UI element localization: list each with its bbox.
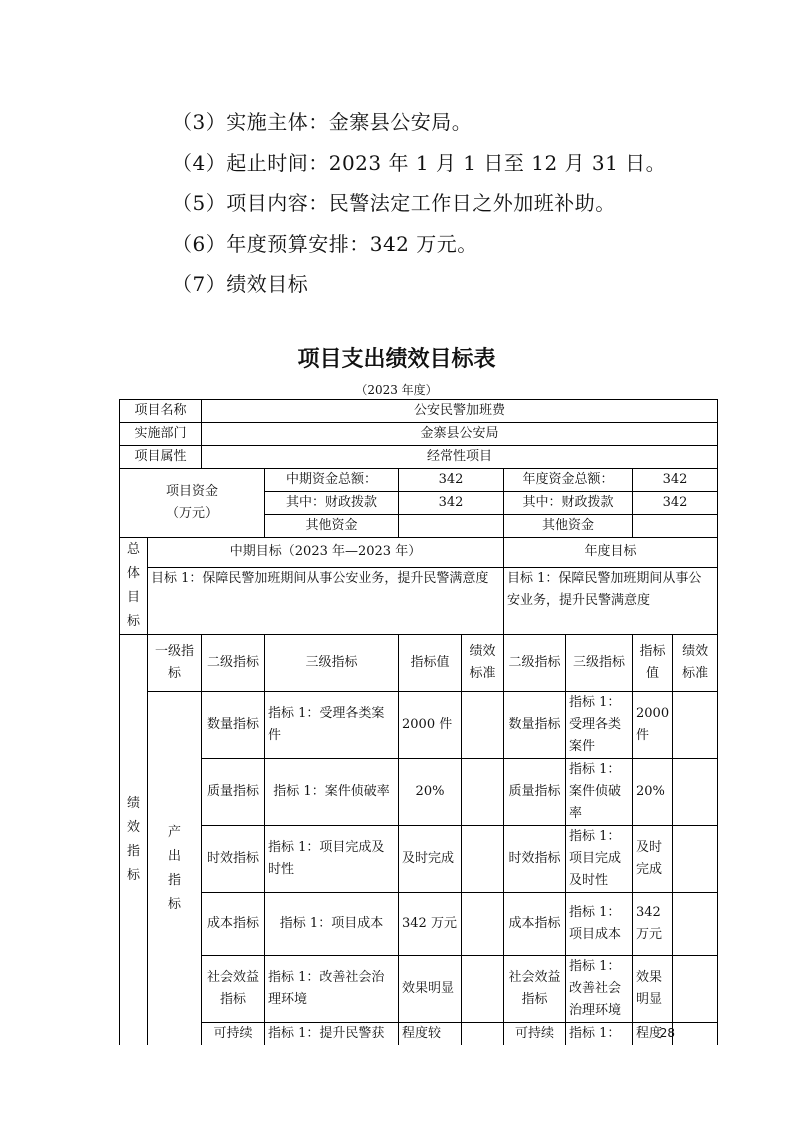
attr-value: 经常性项目	[202, 446, 718, 469]
mid-total-value: 342	[399, 469, 504, 492]
overall-goal-char: 总	[126, 542, 140, 557]
perf-indicator-char: 指	[126, 844, 140, 859]
row-level3-year: 指标 1：案件侦破率	[566, 759, 633, 826]
intro-line: （6）年度预算安排：342 万元。	[172, 231, 478, 256]
project-name-label: 项目名称	[120, 400, 202, 423]
row-level3: 指标 1：受理各类案件	[265, 692, 399, 759]
year-goal-header: 年度目标	[504, 538, 718, 568]
table-row	[120, 400, 718, 423]
row-level2-year: 成本指标	[504, 893, 566, 956]
row-level3: 指标 1：提升民警获	[265, 1023, 399, 1046]
mid-fiscal-label: 其中：财政拨款	[265, 492, 399, 515]
output-indicator-char: 指	[167, 872, 181, 888]
row-value: 效果明显	[399, 956, 462, 1023]
dept-label: 实施部门	[120, 423, 202, 446]
table-row	[120, 469, 718, 492]
intro-line: （3）实施主体：金寨县公安局。	[172, 110, 473, 134]
table-row	[120, 893, 718, 956]
row-standard	[462, 893, 504, 956]
page-number: 28	[659, 1026, 675, 1040]
row-value: 342 万元	[399, 893, 462, 956]
table-title: 项目支出绩效目标表	[297, 347, 496, 372]
year-other-label: 其他资金	[504, 515, 633, 538]
row-value-year: 20%	[633, 759, 673, 826]
output-indicator-label	[148, 692, 202, 1046]
row-level3: 指标 1：案件侦破率	[265, 759, 399, 826]
intro-line: （7）绩效目标	[172, 272, 309, 297]
mid-goal-header: 中期目标（2023 年—2023 年）	[148, 538, 504, 568]
row-level3-year: 指标 1：项目成本	[566, 893, 633, 956]
level3-year-header: 三级指标	[566, 635, 633, 692]
table-row	[120, 826, 718, 893]
level3-header: 三级指标	[265, 635, 399, 692]
standard-year-header: 绩效标准	[673, 635, 718, 692]
perf-indicator-label	[120, 635, 148, 1046]
table-row	[120, 423, 718, 446]
row-standard-year	[673, 956, 718, 1023]
funds-label-line: （万元）	[165, 506, 218, 521]
row-standard-year	[673, 893, 718, 956]
row-level2: 社会效益指标	[202, 956, 265, 1023]
table-row	[120, 538, 718, 568]
standard-header: 绩效标准	[462, 635, 504, 692]
row-standard	[462, 1023, 504, 1046]
performance-goal-table	[119, 399, 718, 1045]
output-indicator-char: 产	[167, 824, 181, 840]
table-row	[120, 759, 718, 826]
level1-header: 一级指标	[148, 635, 202, 692]
project-name-value: 公安民警加班费	[202, 400, 718, 423]
funds-label-line: 项目资金	[165, 484, 218, 499]
table-row	[120, 635, 718, 692]
row-level2: 可持续	[202, 1023, 265, 1046]
mid-other-label: 其他资金	[265, 515, 399, 538]
perf-indicator-char: 标	[126, 868, 140, 883]
row-level3-year: 指标 1：项目完成及时性	[566, 826, 633, 893]
output-indicator-char: 出	[167, 848, 181, 864]
intro-section	[172, 102, 772, 305]
output-indicator-char: 标	[167, 896, 181, 912]
row-level2-year: 可持续	[504, 1023, 566, 1046]
level2-year-header: 二级指标	[504, 635, 566, 692]
perf-indicator-char: 绩	[126, 796, 140, 811]
perf-indicator-char: 效	[126, 820, 140, 835]
level2-header: 二级指标	[202, 635, 265, 692]
row-level2-year: 数量指标	[504, 692, 566, 759]
dept-value: 金寨县公安局	[202, 423, 718, 446]
row-value-year: 342 万元	[633, 893, 673, 956]
mid-other-value	[399, 515, 504, 538]
row-level2: 数量指标	[202, 692, 265, 759]
funds-label	[120, 469, 265, 538]
row-level3-year: 指标 1：受理各类案件	[566, 692, 633, 759]
row-standard	[462, 692, 504, 759]
row-level3: 指标 1：改善社会治理环境	[265, 956, 399, 1023]
mid-fiscal-value: 342	[399, 492, 504, 515]
row-standard-year	[673, 1023, 718, 1046]
row-level3-year: 指标 1：	[566, 1023, 633, 1046]
year-total-value: 342	[633, 469, 718, 492]
row-level2: 成本指标	[202, 893, 265, 956]
row-level2: 时效指标	[202, 826, 265, 893]
table-row	[120, 692, 718, 759]
year-goal-text: 目标 1：保障民警加班期间从事公安业务，提升民警满意度	[504, 567, 718, 634]
attr-label: 项目属性	[120, 446, 202, 469]
mid-goal-text: 目标 1：保障民警加班期间从事公安业务，提升民警满意度	[148, 567, 504, 634]
row-level2-year: 时效指标	[504, 826, 566, 893]
row-level3: 指标 1：项目完成及时性	[265, 826, 399, 893]
row-level2-year: 社会效益指标	[504, 956, 566, 1023]
row-level3: 指标 1：项目成本	[265, 893, 399, 956]
row-value: 2000 件	[399, 692, 462, 759]
value-year-header: 指标值	[633, 635, 673, 692]
row-standard	[462, 826, 504, 893]
row-standard-year	[673, 759, 718, 826]
row-level2-year: 质量指标	[504, 759, 566, 826]
intro-line: （4）起止时间：2023 年 1 月 1 日至 12 月 31 日。	[172, 150, 667, 175]
value-header: 指标值	[399, 635, 462, 692]
row-standard-year	[673, 826, 718, 893]
overall-goal-char: 标	[126, 614, 140, 629]
row-level2: 质量指标	[202, 759, 265, 826]
table-year: （2023 年度）	[355, 383, 438, 397]
row-standard	[462, 759, 504, 826]
table-row	[120, 956, 718, 1023]
year-fiscal-value: 342	[633, 492, 718, 515]
row-value-year: 及时完成	[633, 826, 673, 893]
overall-goal-label	[120, 538, 148, 635]
year-other-value	[633, 515, 718, 538]
row-standard	[462, 956, 504, 1023]
row-value: 20%	[399, 759, 462, 826]
row-standard-year	[673, 692, 718, 759]
table-row	[120, 446, 718, 469]
row-value: 程度较	[399, 1023, 462, 1046]
overall-goal-char: 体	[126, 566, 140, 581]
year-fiscal-label: 其中：财政拨款	[504, 492, 633, 515]
row-level3-year: 指标 1：改善社会治理环境	[566, 956, 633, 1023]
row-value: 及时完成	[399, 826, 462, 893]
row-value-year: 程度	[633, 1023, 673, 1046]
mid-total-label: 中期资金总额：	[265, 469, 399, 492]
row-value-year: 2000 件	[633, 692, 673, 759]
table-row	[120, 567, 718, 634]
overall-goal-char: 目	[126, 590, 140, 605]
table-row	[120, 1023, 718, 1046]
row-value-year: 效果明显	[633, 956, 673, 1023]
intro-line: （5）项目内容：民警法定工作日之外加班补助。	[172, 191, 616, 216]
year-total-label: 年度资金总额：	[504, 469, 633, 492]
